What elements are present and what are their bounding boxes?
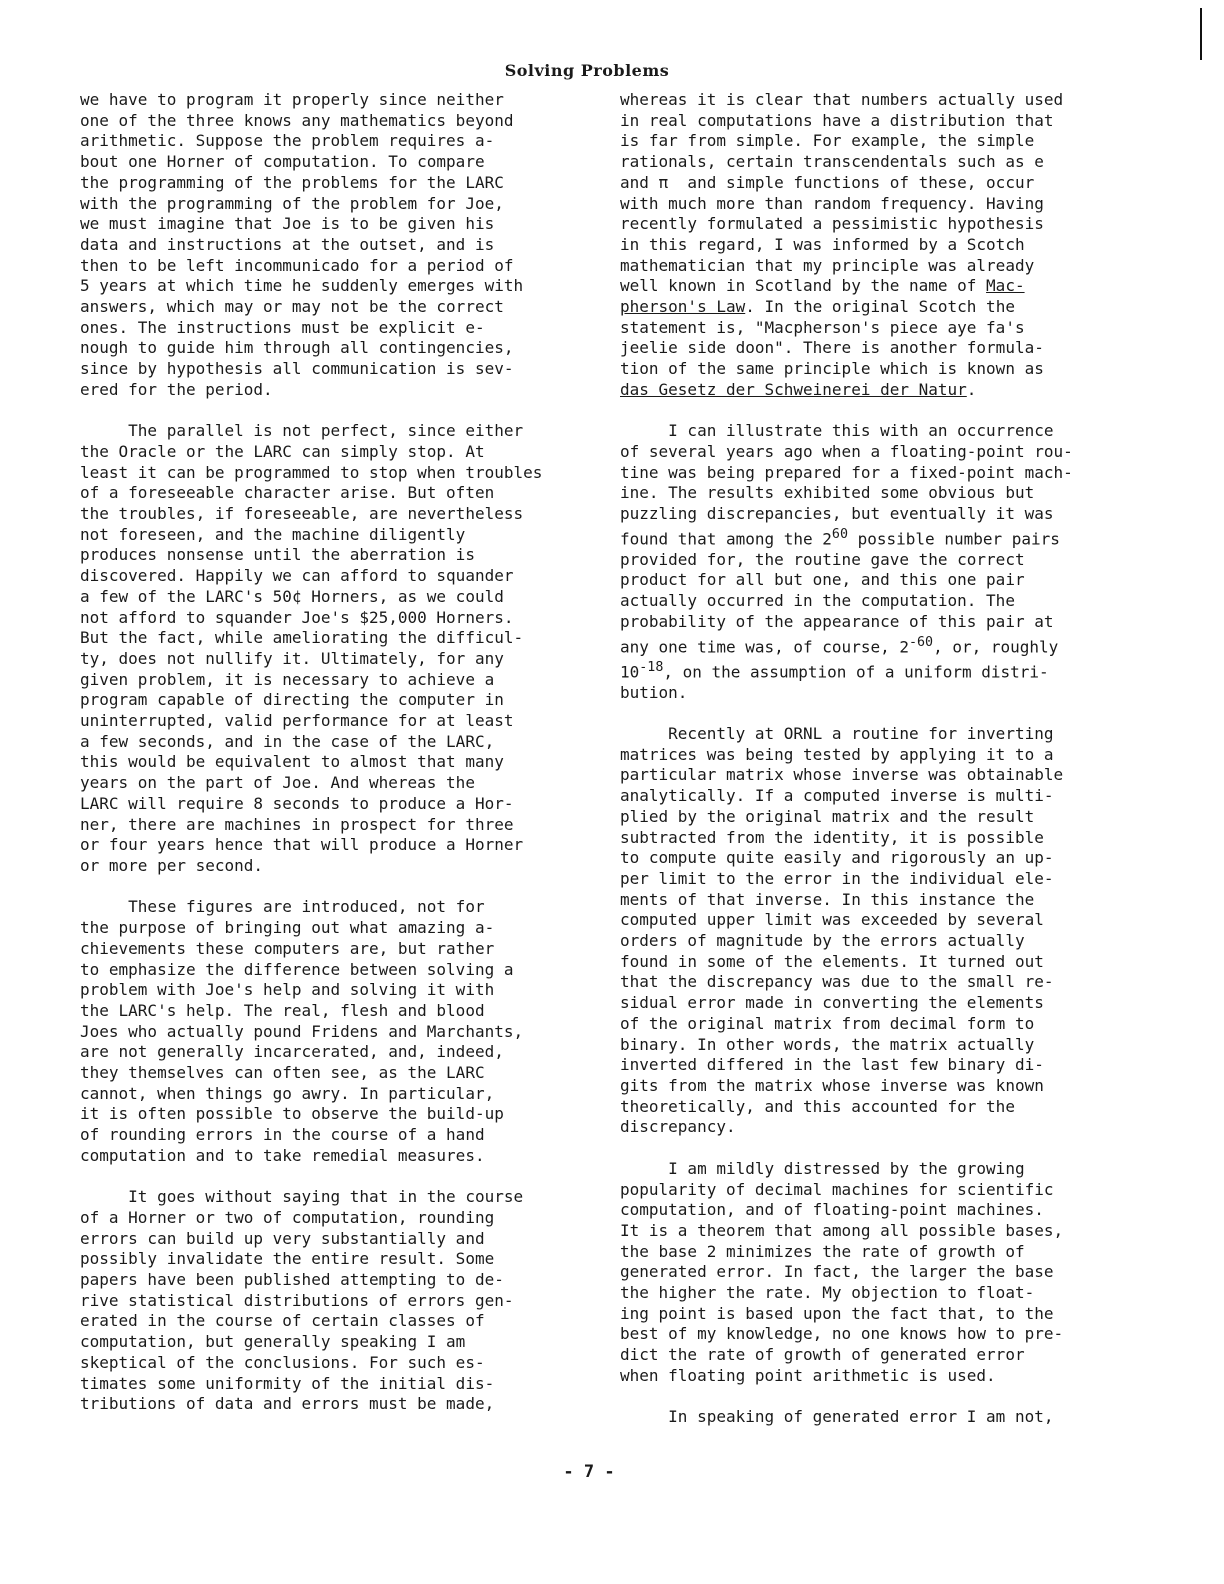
paragraph: In speaking of generated error I am not, [620, 1407, 1054, 1427]
text-run: , on the assumption of a uniform distri- bution. [620, 661, 1049, 702]
page-number: - 7 - [563, 1462, 615, 1482]
text-run: I can illustrate this with an occurrence of several years ago when a floating-point rou- tine was being prepared for a fixed-point mach- ine. The results exhibited some obvious but puzzling discrepancies, but eventually it was found that among the 2 [620, 421, 1073, 549]
text-run: , or, roughly 10 [620, 636, 1059, 681]
running-header: Solving Problems [504, 61, 670, 80]
text-run: . [966, 379, 977, 399]
macpherson-law-term: Mac- [986, 276, 1025, 296]
paragraph: Recently at ORNL a routine for inverting matrices was being tested by applying it to a particular matrix whose inverse was obtainable analytically. If a computed inverse is multi- plied by the original matrix and the result subtracted from the identity, it is possible to compute quite easily and rigorously an up- per limit to the error in the individual ele- ments of that inverse. In this instance the computed upper limit was exceeded by several orders of magnitude by the errors actually found in some of the elements. It turned out that the discrepancy was due to the small re- sidual error made in converting the elements of the original matrix from decimal form to binary. In other words, the matrix actually inverted differed in the last few binary di- gits from the matrix whose inverse was known theoretically, and this accounted for the discrepancy. [620, 724, 1064, 1137]
paragraph: It goes without saying that in the course of a Horner or two of computation, rounding errors can build up very substantially and possibly invalidate the entire result. Some papers have been published attempting to de- rive statistical distributions of errors gen- erated in the course of certain classes of computation, but generally speaking I am skeptical of the conclusions. For such es- timates some uniformity of the initial dis- tributions of data and errors must be made, [80, 1187, 524, 1414]
paragraph: I am mildly distressed by the growing popularity of decimal machines for scientific computation, and of floating-point machines. It is a theorem that among all possible bases, the base 2 minimizes the rate of growth of generated error. In fact, the larger the base the higher the rate. My objection to float- ing point is based upon the fact that, to the best of my knowledge, no one knows how to pre- dict the rate of growth of generated error when floating point arithmetic is used. [620, 1158, 1064, 1385]
paragraph: we have to program it properly since neither one of the three knows any mathematics beyond arithmetic. Suppose the problem requires a- bout one Horner of computation. To compare the programming of the problems for the LARC with the programming of the problem for Joe, we must imagine that Joe is to be given his data and instructions at the outset, and is then to be left incommunicado for a period of 5 years at which time he suddenly emerges with answers, which may or may not be the correct ones. The instructions must be explicit e- nough to guide him through all contingencies, since by hypothesis all communication is sev- ered for the period. [80, 90, 524, 399]
exponent: 60 [831, 526, 848, 542]
macpherson-law-term-cont: pherson's Law [620, 297, 746, 317]
paragraph: The parallel is not perfect, since either the Oracle or the LARC can simply stop. At least it can be programmed to stop when troubles of a foreseeable character arise. But often the troubles, if foreseeable, are nevertheless not foreseen, and the machine diligently produces nonsense until the aberration is discovered. Happily we can afford to squander a few of the LARC's 50¢ Horners, as we could not afford to squander Joe's $25,000 Horners. But the fact, while ameliorating the difficul- ty, does not nullify it. Ultimately, for any given problem, it is necessary to achieve a program capable of directing the computer in uninterrupted, valid performance for at least a few seconds, and in the case of the LARC, this would be equivalent to almost that many years on the part of Joe. And whereas the LARC will require 8 seconds to produce a Hor- ner, there are machines in prospect for three or four years hence that will produce a Horner or more per second. [80, 421, 543, 875]
german-law-term: das Gesetz der Schweinerei der Natur [620, 379, 967, 399]
left-column [80, 90, 548, 1415]
paragraph: These figures are introduced, not for the purpose of bringing out what amazing a- chievements these computers are, but rather to emphasize the difference between solving a problem with Joe's help and solving it with the LARC's help. The real, flesh and blood Joes who actually pound Fridens and Marchants, are not generally incarcerated, and, indeed, they themselves can often see, as the LARC cannot, when things go awry. In particular, it is often possible to observe the build-up of rounding errors in the course of a hand computation and to take remedial measures. [80, 897, 524, 1165]
text-run: . In the original Scotch the statement is, "Macpherson's piece aye fa's jeelie side doon". There is another formula- tion of the same principle which is known as [620, 297, 1044, 379]
paragraph [620, 90, 1088, 401]
exponent: -60 [908, 634, 934, 650]
page-edge-mark [1200, 8, 1202, 60]
text-run: whereas it is clear that numbers actually used in real computations have a distribution that is far from simple. For example, the simple rationals, certain transcendentals such as e and π and simple functions of these, occur with much more than random frequency. Having recently formulated a pessimistic hypothesis in this regard, I was informed by a Scotch mathematician that my principle was already well known in Scotland by the name of [620, 90, 1064, 296]
paragraph [620, 421, 1088, 703]
text-run: possible number pairs provided for, the routine gave the correct product for all but one, and this one pair actually occurred in the computation. The probability of the appearance of this pair at any one time was, of course, 2 [620, 529, 1060, 656]
exponent: -18 [639, 659, 664, 675]
right-column [620, 90, 1088, 1428]
